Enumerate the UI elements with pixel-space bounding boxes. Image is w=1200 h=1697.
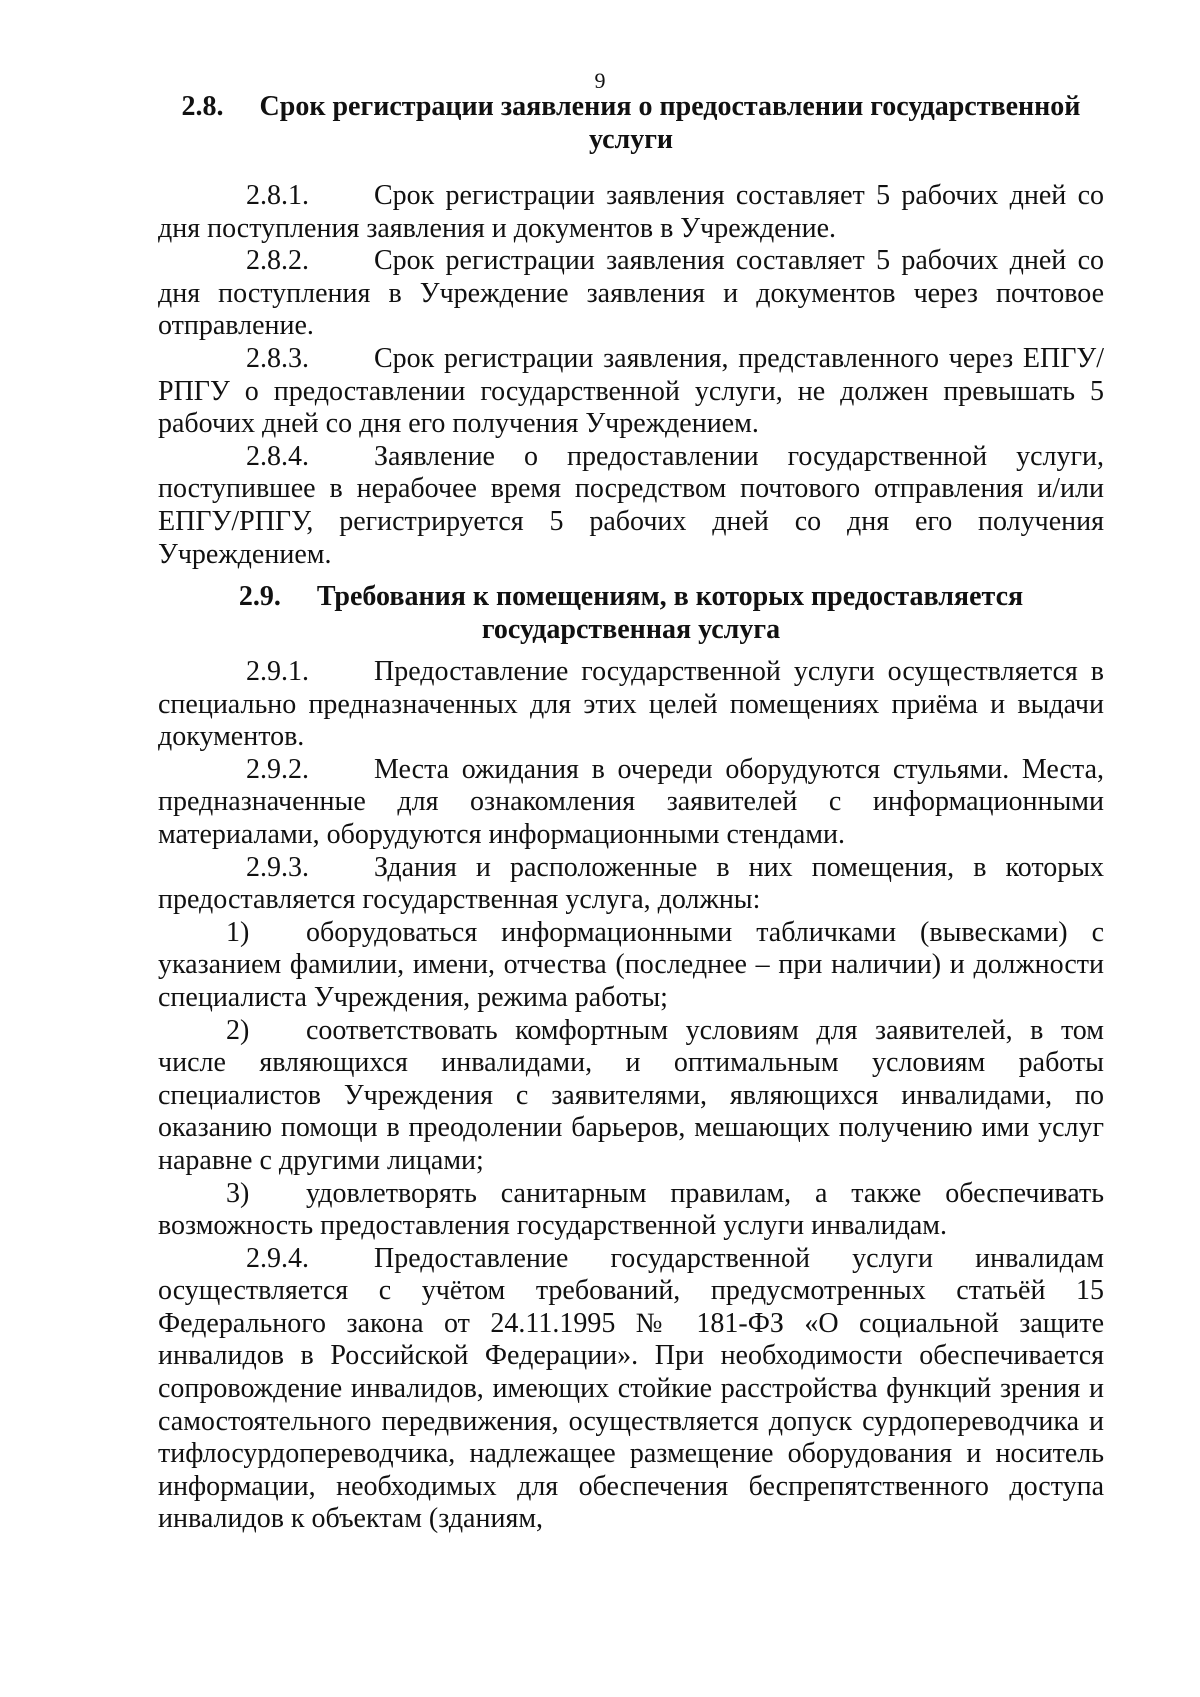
section-2-8: [158, 90, 1104, 156]
list-item: [158, 917, 1104, 1015]
paragraph: [158, 754, 1104, 852]
list-item-text: удовлетворять санитарным правилам, а также обеспечивать возможность предоставления государственной услуги инвалидам.: [158, 1177, 1104, 1242]
paragraph-text: Срок регистрации заявления составляет 5 рабочих дней со дня поступления в Учреждение заявления и документов через почтовое отправление.: [158, 245, 1104, 342]
list-item-number: 3): [226, 1177, 250, 1209]
paragraph-number: 2.9.1.: [246, 656, 309, 687]
paragraph-number: 2.8.1.: [246, 180, 309, 211]
section-number: 2.9.: [238, 581, 281, 612]
paragraph-text: Срок регистрации заявления, представленного через ЕПГУ/РПГУ о предоставлении государственной услуги, не должен превышать 5 рабочих дней со дня его получения Учреждением.: [158, 342, 1104, 440]
list-item-text: соответствовать комфортным условиям для заявителей, в том числе являющихся инвалидами, и оптимальным условиям работы специалистов Учреждения с заявителями, являющихся инвалидами, по оказанию помощи в преодолении барьеров, мешающих получению ими услуг наравне с другими лицами;: [158, 1014, 1104, 1176]
section-heading: [158, 580, 1104, 646]
paragraph-text: Срок регистрации заявления составляет 5 рабочих дней со дня поступления заявления и документов в Учреждение.: [158, 180, 1104, 244]
paragraph: [158, 1243, 1104, 1536]
paragraph-number: 2.8.4.: [246, 440, 309, 472]
list-item-number: 2): [226, 1014, 250, 1046]
paragraph-text: Здания и расположенные в них помещения, в которых предоставляется государственная услуга, должны:: [158, 851, 1104, 916]
section-title: Требования к помещениям, в которых предоставляется государственная услуга: [316, 581, 1024, 645]
section-2-9: [158, 580, 1104, 646]
paragraph-number: 2.8.3.: [246, 342, 309, 374]
list-item: [158, 1015, 1104, 1178]
paragraph: [158, 656, 1104, 754]
paragraph-text: Предоставление государственной услуги инвалидам осуществляется с учётом требований, предусмотренных статьёй 15 Федерального закона от 24.11.1995 № 181-ФЗ «О социальной защите инвалидов в Российской Федерации». При необходимости обеспечивается сопровождение инвалидов, имеющих стойкие расстройства функций зрения и самостоятельного передвижения, осуществляется допуск сурдопереводчика и тифлосурдопереводчика, надлежащее размещение оборудования и носитель информации, необходимых для обеспечения беспрепятственного доступа инвалидов к объектам (зданиям,: [158, 1242, 1104, 1535]
paragraph-text: Заявление о предоставлении государственной услуги, поступившее в нерабочее время посредством почтового отправления и/или ЕПГУ/РПГУ, регистрируется 5 рабочих дней со дня его получения Учреждением.: [158, 440, 1104, 570]
paragraph-text: Места ожидания в очереди оборудуются стульями. Места, предназначенные для ознакомления заявителей с информационными материалами, оборудуются информационными стендами.: [158, 753, 1104, 850]
paragraph-number: 2.8.2.: [246, 245, 309, 277]
paragraph-number: 2.9.4.: [246, 1242, 309, 1274]
section-heading: [158, 90, 1104, 156]
paragraph-number: 2.9.3.: [246, 851, 309, 883]
section-2-9-body: [158, 656, 1104, 1536]
paragraph: [158, 180, 1104, 245]
list-item-number: 1): [226, 916, 250, 948]
section-number: 2.8.: [181, 91, 224, 122]
paragraph-number: 2.9.2.: [246, 753, 309, 785]
paragraph: [158, 852, 1104, 917]
paragraph: [158, 441, 1104, 571]
list-item-text: оборудоваться информационными табличками (вывесками) с указанием фамилии, имени, отчества (последнее – при наличии) и должности специалиста Учреждения, режима работы;: [158, 916, 1104, 1013]
paragraph-text: Предоставление государственной услуги осуществляется в специально предназначенных для этих целей помещениях приёма и выдачи документов.: [158, 656, 1104, 753]
list-item: [158, 1178, 1104, 1243]
page-number: 9: [594, 68, 606, 93]
paragraph: [158, 245, 1104, 343]
section-2-8-body: [158, 180, 1104, 571]
section-title: Срок регистрации заявления о предоставлении государственной услуги: [259, 91, 1081, 155]
paragraph: [158, 343, 1104, 441]
